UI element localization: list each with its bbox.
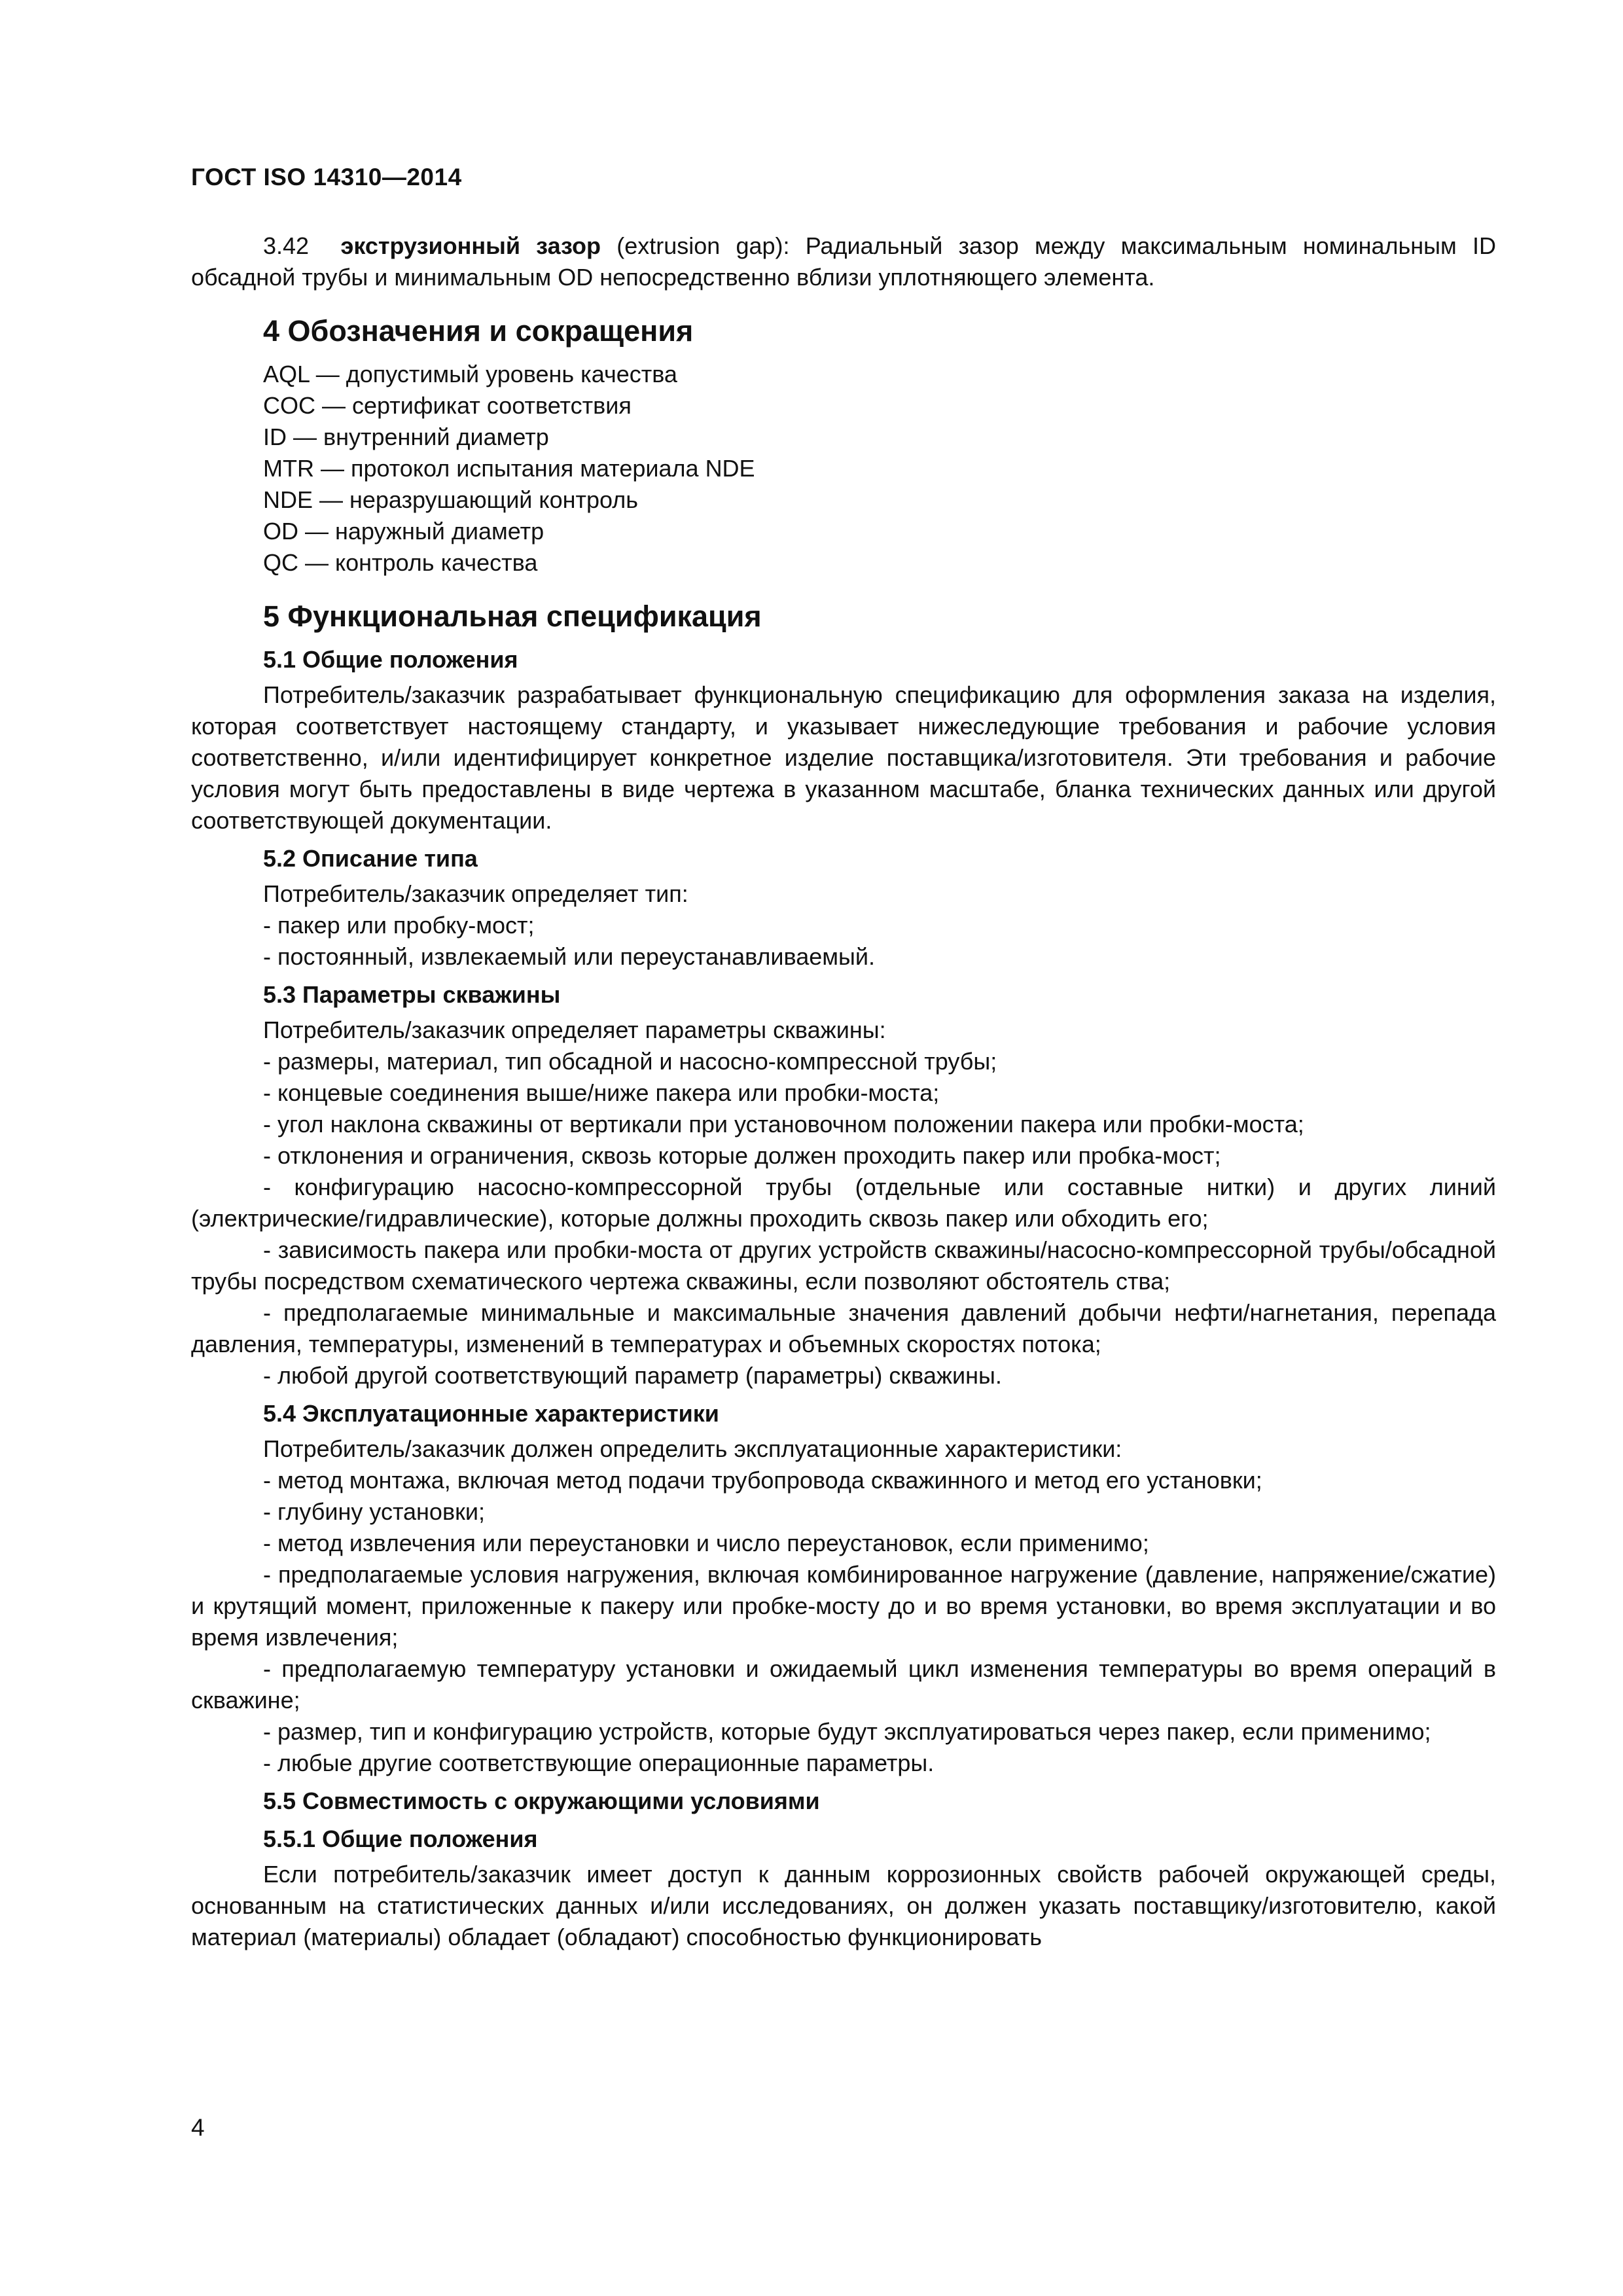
page-number: 4 bbox=[191, 2114, 205, 2141]
page-content bbox=[191, 230, 1496, 1953]
list-item: - размер, тип и конфигурацию устройств, которые будут эксплуатироваться через пакер, если применимо; bbox=[263, 1718, 1431, 1745]
list-item: - конфигурацию насосно-компрессорной трубы (отдельные или составные нитки) и других линий (электрические/гидравлические), которые должны проходить сквозь пакер или обходить его; bbox=[191, 1174, 1496, 1232]
list-item: - постоянный, извлекаемый или переустанавливаемый. bbox=[263, 943, 876, 970]
list-item: - отклонения и ограничения, сквозь которые должен проходить пакер или пробка-мост; bbox=[263, 1142, 1221, 1169]
abbreviation-item: NDE — неразрушающий контроль bbox=[263, 486, 638, 513]
abbreviation-item: MTR — протокол испытания материала NDE bbox=[263, 455, 755, 482]
section-5-1-title: 5.1 Общие положения bbox=[263, 646, 518, 673]
list-item: - угол наклона скважины от вертикали при установочном положении пакера или пробки-моста; bbox=[263, 1111, 1304, 1138]
section-5-2-title: 5.2 Описание типа bbox=[263, 845, 478, 872]
list-item: - зависимость пакера или пробки-моста от других устройств скважины/насосно-компрессорной трубы/обсадной трубы посредством схематического чертежа скважины, если позволяют обстоятель ства; bbox=[191, 1236, 1496, 1295]
abbreviation-item: AQL — допустимый уровень качества bbox=[263, 361, 677, 387]
section-5-1-text: Потребитель/заказчик разрабатывает функциональную спецификацию для оформления заказа на изделия, которая соответствует настоящему стандарту, и указывает нижеследующие требования и рабочие условия соответственно, и/или идентифицирует конкретное изделие поставщика/изготовителя. Эти требования и рабочие условия могут быть предоставлены в виде чертежа в указанном масштабе, бланка технических данных или другой соответствующей документации. bbox=[191, 681, 1496, 834]
section-5-5-title: 5.5 Совместимость с окружающими условиями bbox=[263, 1787, 820, 1814]
section-5-title: 5 Функциональная спецификация bbox=[263, 600, 762, 633]
abbreviation-item: COC — сертификат соответствия bbox=[263, 392, 632, 419]
section-5-4-title: 5.4 Эксплуатационные характеристики bbox=[263, 1400, 719, 1427]
abbreviation-item: ID — внутренний диаметр bbox=[263, 423, 549, 450]
abbreviation-item: QC — контроль качества bbox=[263, 549, 538, 576]
list-item: - размеры, материал, тип обсадной и насосно-компрессной трубы; bbox=[263, 1048, 997, 1075]
list-item: - пакер или пробку-мост; bbox=[263, 912, 535, 939]
list-item: - любой другой соответствующий параметр (параметры) скважины. bbox=[263, 1362, 1002, 1389]
section-5-5-1-text: Если потребитель/заказчик имеет доступ к данным коррозионных свойств рабочей окружающей среды, основанным на статистических данных и/или исследованиях, он должен указать поставщику/изготовителю, какой материал (материалы) обладает (обладают) способностью функционировать bbox=[191, 1861, 1496, 1950]
definition-term: экструзионный зазор bbox=[340, 232, 601, 259]
section-5-3-title: 5.3 Параметры скважины bbox=[263, 981, 561, 1008]
list-item: - метод извлечения или переустановки и число переустановок, если применимо; bbox=[263, 1530, 1149, 1556]
list-item: - предполагаемые условия нагружения, включая комбинированное нагружение (давление, напряжение/сжатие) и крутящий момент, приложенные к пакеру или пробке-мосту до и во время установки, во время эксплуатации и во время извлечения; bbox=[191, 1561, 1496, 1651]
section-5-3-lead: Потребитель/заказчик определяет параметры скважины: bbox=[263, 1016, 886, 1043]
definition-number: 3.42 bbox=[263, 232, 310, 259]
section-4-title: 4 Обозначения и сокращения bbox=[263, 314, 694, 348]
section-5-5-1-title: 5.5.1 Общие положения bbox=[263, 1825, 538, 1852]
list-item: - метод монтажа, включая метод подачи трубопровода скважинного и метод его установки; bbox=[263, 1467, 1262, 1494]
list-item: - предполагаемую температуру установки и ожидаемый цикл изменения температуры во время операций в скважине; bbox=[191, 1655, 1496, 1713]
section-5-4-lead: Потребитель/заказчик должен определить эксплуатационные характеристики: bbox=[263, 1435, 1122, 1462]
document-code-header: ГОСТ ISO 14310—2014 bbox=[191, 164, 462, 190]
list-item: - любые другие соответствующие операционные параметры. bbox=[263, 1749, 935, 1776]
list-item: - концевые соединения выше/ниже пакера или пробки-моста; bbox=[263, 1079, 940, 1106]
abbreviation-item: OD — наружный диаметр bbox=[263, 518, 544, 545]
list-item: - предполагаемые минимальные и максимальные значения давлений добычи нефти/нагнетания, перепада давления, температуры, изменений в температурах и объемных скоростях потока; bbox=[191, 1299, 1496, 1357]
definition-text: Радиальный зазор между максимальным номинальным ID обсадной трубы и минимальным OD непосредственно вблизи уплотняющего элемента. bbox=[191, 232, 1496, 291]
section-5-2-lead: Потребитель/заказчик определяет тип: bbox=[263, 880, 688, 907]
definition-term-en: (extrusion gap): bbox=[616, 232, 790, 259]
list-item: - глубину установки; bbox=[263, 1498, 485, 1525]
definition-3-42 bbox=[191, 230, 1496, 293]
abbreviations-list bbox=[191, 359, 1496, 579]
